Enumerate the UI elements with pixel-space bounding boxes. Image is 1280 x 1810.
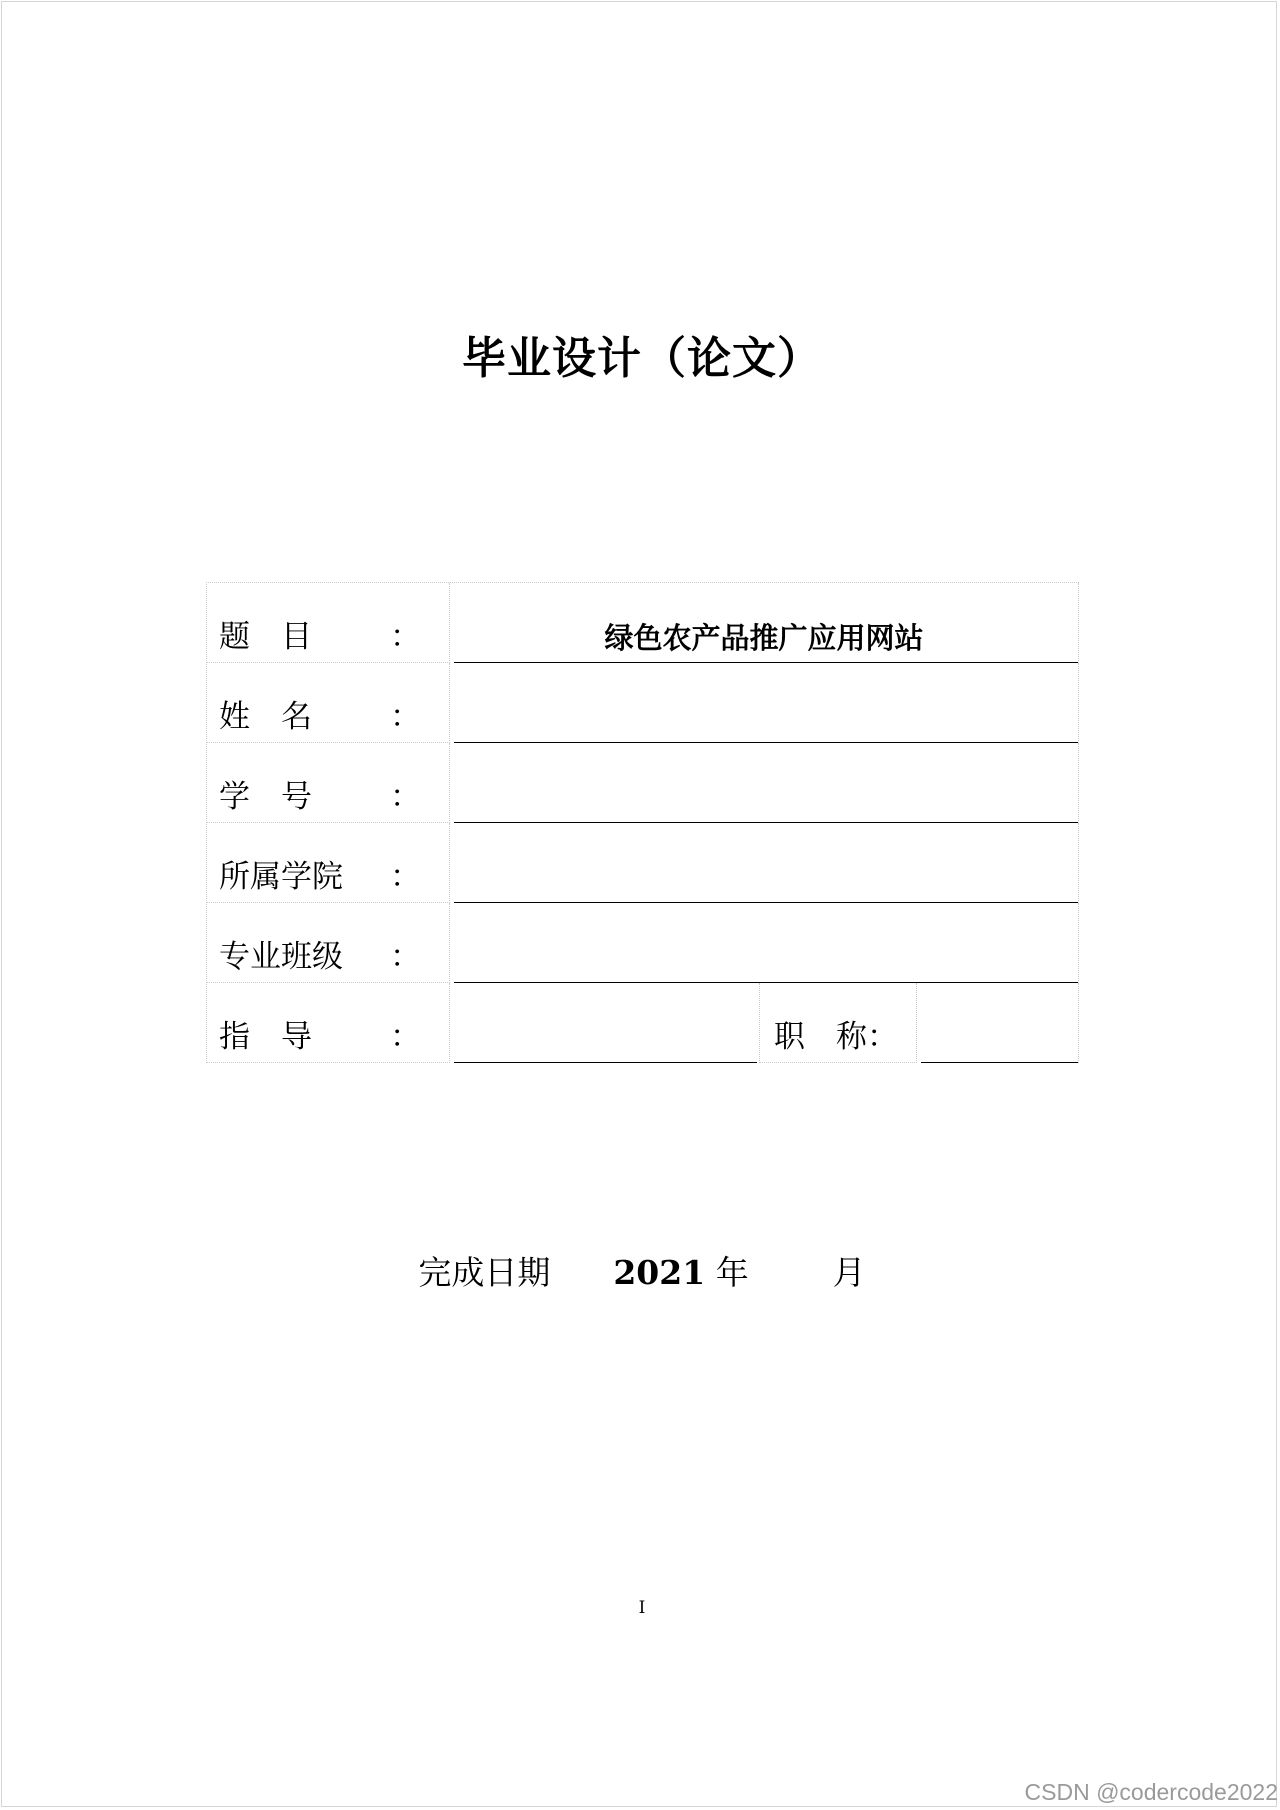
watermark: CSDN @codercode2022 xyxy=(1024,1779,1278,1805)
title-rank-label-cell xyxy=(760,983,917,1063)
field-label-cell xyxy=(207,823,450,903)
field-value-cell-college[interactable] xyxy=(450,823,1079,903)
field-label-topic: 题 目 xyxy=(219,619,312,655)
underline xyxy=(454,1062,757,1063)
field-label-cell xyxy=(207,743,450,823)
field-label-cell xyxy=(207,663,450,743)
field-value-cell-student-id[interactable] xyxy=(450,743,1079,823)
field-label-advisor: 指 导 xyxy=(219,1019,312,1055)
field-colon: ： xyxy=(390,1019,421,1055)
field-label-cell xyxy=(207,983,450,1063)
document-title: 毕业设计（论文） xyxy=(462,333,822,384)
completion-date-line xyxy=(2,1247,1280,1294)
field-value-cell-major-class[interactable] xyxy=(450,903,1079,983)
field-colon: ： xyxy=(390,939,421,975)
field-row-college xyxy=(207,823,1079,903)
field-value-topic: 绿色农产品推广应用网站 xyxy=(604,621,924,655)
advisor-value-cell[interactable] xyxy=(450,983,760,1063)
field-label-cell xyxy=(207,583,450,663)
month-unit: 月 xyxy=(832,1253,866,1292)
completion-year: 2021 xyxy=(613,1253,706,1292)
field-colon: ： xyxy=(390,619,421,655)
field-colon: ： xyxy=(390,859,421,895)
year-unit: 年 xyxy=(715,1253,749,1292)
field-colon: ： xyxy=(390,699,421,735)
field-row-advisor xyxy=(207,983,1079,1063)
field-label-name: 姓 名 xyxy=(219,699,312,735)
page-number: I xyxy=(638,1598,646,1618)
field-colon: ： xyxy=(390,779,421,815)
field-row-name xyxy=(207,663,1079,743)
field-row-topic xyxy=(207,583,1079,663)
cover-info-table xyxy=(206,582,1079,1063)
field-label-cell xyxy=(207,903,450,983)
completion-label: 完成日期 xyxy=(418,1253,551,1292)
field-label-college: 所属学院 xyxy=(219,859,343,895)
underline xyxy=(921,1062,1078,1063)
document-page xyxy=(1,1,1277,1807)
field-value-cell-topic[interactable] xyxy=(450,583,1079,663)
field-label-major-class: 专业班级 xyxy=(219,939,343,975)
field-row-student-id xyxy=(207,743,1079,823)
field-value-cell-name[interactable] xyxy=(450,663,1079,743)
title-rank-label: 职 称： xyxy=(774,1019,898,1055)
field-label-student-id: 学 号 xyxy=(219,779,312,815)
title-rank-value-cell[interactable] xyxy=(917,983,1079,1063)
field-row-major-class xyxy=(207,903,1079,983)
